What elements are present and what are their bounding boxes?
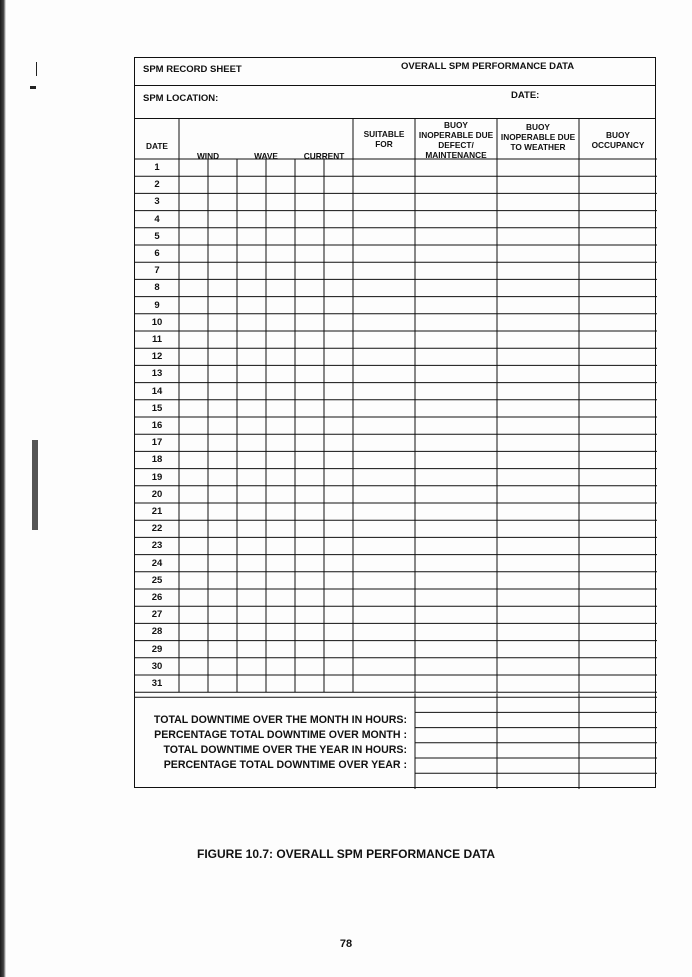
col-header-current: CURRENT [303, 151, 345, 161]
date-label: DATE: [511, 90, 540, 101]
percentage-downtime-month-label: PERCENTAGE TOTAL DOWNTIME OVER MONTH : [154, 729, 407, 741]
day-number: 17 [151, 437, 163, 449]
spm-location-label: SPM LOCATION: [143, 93, 219, 104]
col-header-buoy-occupancy: BUOY OCCUPANCY [591, 130, 645, 150]
day-number: 20 [151, 488, 163, 500]
page-number: 78 [339, 938, 353, 950]
day-number: 4 [154, 213, 160, 225]
day-number: 14 [151, 385, 163, 397]
day-number: 16 [151, 420, 163, 431]
total-downtime-year-label: TOTAL DOWNTIME OVER THE YEAR IN HOURS: [163, 744, 407, 756]
day-number: 29 [151, 643, 163, 655]
col-header-wind: WIND [196, 151, 220, 161]
col-header-buoy-weather: BUOY INOPERABLE DUE TO WEATHER [500, 122, 576, 152]
day-number: 3 [154, 196, 160, 208]
day-number: 2 [154, 179, 160, 191]
day-number: 9 [154, 299, 160, 311]
col-header-suitable-for: SUITABLE FOR [363, 129, 405, 149]
figure-caption: FIGURE 10.7: OVERALL SPM PERFORMANCE DATA [196, 847, 496, 861]
day-number: 10 [151, 316, 163, 328]
day-number: 31 [151, 678, 163, 689]
day-number: 5 [154, 230, 160, 242]
day-number: 6 [154, 248, 160, 259]
scan-mark [36, 62, 37, 76]
day-number: 11 [151, 334, 163, 345]
table-grid [135, 58, 657, 789]
col-header-wave: WAVE [254, 151, 278, 161]
percentage-downtime-year-label: PERCENTAGE TOTAL DOWNTIME OVER YEAR : [163, 759, 407, 771]
day-number: 26 [151, 592, 163, 603]
day-number: 23 [151, 540, 163, 552]
col-header-date: DATE [146, 141, 168, 151]
scan-mark [32, 440, 38, 530]
scan-edge [0, 0, 6, 977]
sheet-subtitle: OVERALL SPM PERFORMANCE DATA [401, 61, 575, 72]
day-number: 22 [151, 523, 163, 535]
day-number: 24 [151, 557, 163, 569]
day-number: 19 [151, 471, 163, 483]
day-number: 27 [151, 609, 163, 621]
day-number: 7 [154, 265, 160, 277]
scan-mark [30, 86, 36, 89]
record-sheet [134, 57, 656, 788]
day-number: 28 [151, 626, 163, 638]
day-number: 1 [154, 162, 160, 173]
sheet-title: SPM RECORD SHEET [143, 64, 242, 75]
day-number: 8 [154, 282, 160, 294]
total-downtime-month-label: TOTAL DOWNTIME OVER THE MONTH IN HOURS: [153, 714, 407, 726]
day-number: 13 [151, 368, 163, 380]
day-number: 25 [151, 574, 163, 586]
day-number: 12 [151, 351, 163, 363]
day-number: 15 [151, 402, 163, 414]
col-header-buoy-defect: BUOY INOPERABLE DUE DEFECT/ MAINTENANCE [418, 120, 494, 160]
day-number: 18 [151, 454, 163, 466]
day-number: 21 [151, 506, 163, 517]
day-number: 30 [151, 660, 163, 672]
